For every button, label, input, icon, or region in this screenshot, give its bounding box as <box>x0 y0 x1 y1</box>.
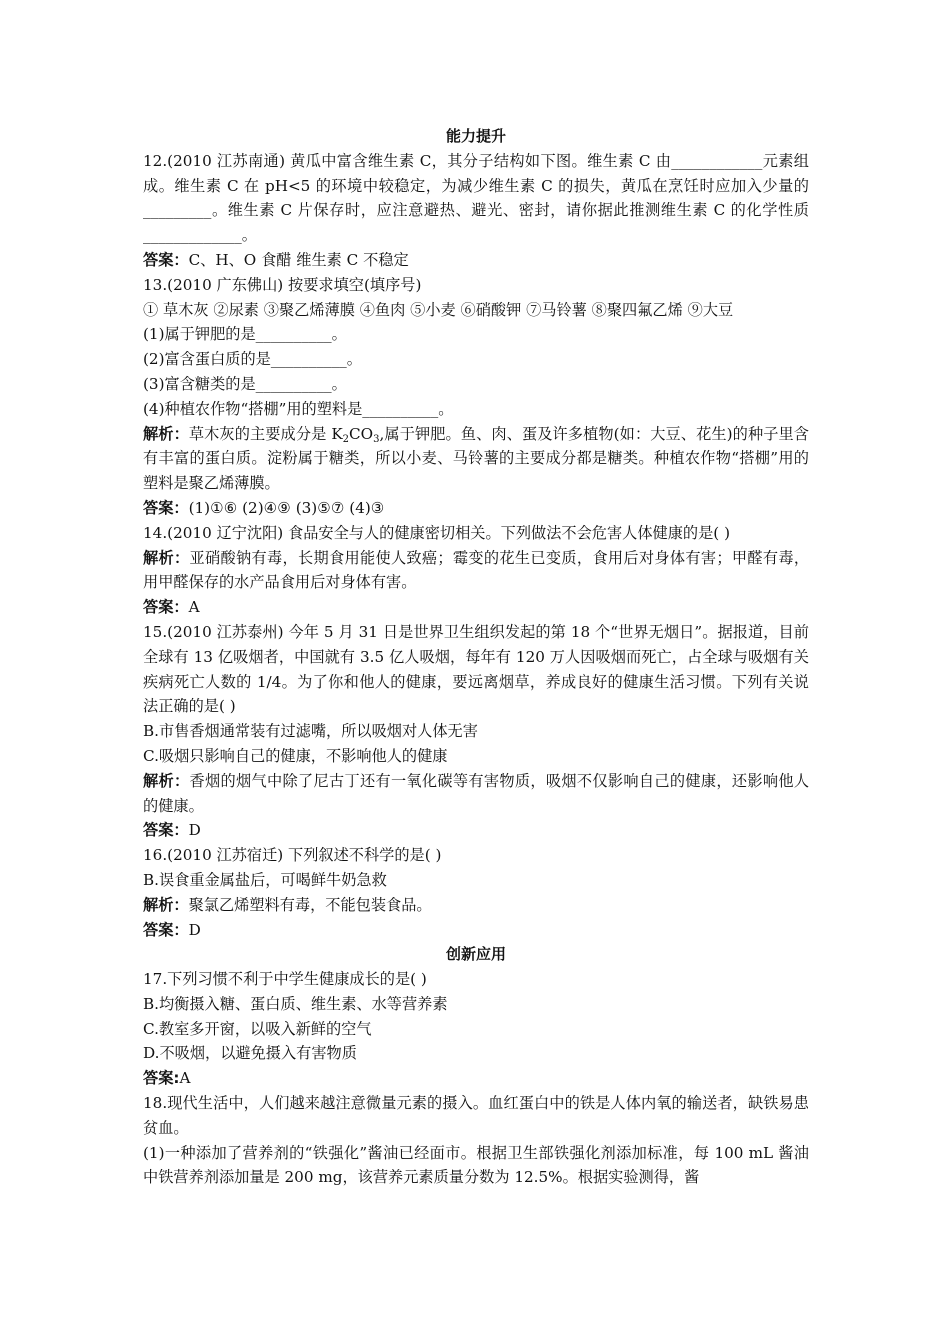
document-body <box>143 124 809 1190</box>
q15-answer-text: D <box>188 821 201 840</box>
q13-sub4: (4)种植农作物“搭棚”用的塑料是__________。 <box>143 399 454 418</box>
q13-sub1: (1)属于钾肥的是__________。 <box>143 325 347 344</box>
q13-title: 13.(2010 广东佛山) 按要求填空(填序号) <box>143 275 422 294</box>
q14-answer <box>143 595 809 620</box>
q17-title: 17.下列习惯不利于中学生健康成长的是( ) <box>143 970 427 989</box>
section-heading-ability: 能力提升 <box>445 127 506 145</box>
analysis-label: 解析： <box>143 895 189 914</box>
q13-answer-text: (1)①⑥ (2)④⑨ (3)⑤⑦ (4)③ <box>188 498 385 517</box>
analysis-label: 解析： <box>143 548 190 567</box>
q16-answer <box>143 918 809 943</box>
q13-sub3: (3)富含糖类的是__________。 <box>143 374 347 393</box>
answer-label: 答案： <box>143 598 189 617</box>
q12-answer <box>143 248 809 273</box>
q16-option-b: B.误食重金属盐后，可喝鲜牛奶急救 <box>143 870 387 889</box>
q14-title: 14.(2010 辽宁沈阳) 食品安全与人的健康密切相关。下列做法不会危害人体健康的是( ) <box>143 523 730 542</box>
q15-option-c: C.吸烟只影响自己的健康，不影响他人的健康 <box>143 746 448 765</box>
q16-title: 16.(2010 江苏宿迁) 下列叙述不科学的是( ) <box>143 846 442 865</box>
analysis-label: 解析： <box>143 424 189 443</box>
q17-option-c: C.教室多开窗，以吸入新鲜的空气 <box>143 1019 372 1038</box>
q13-items: ① 草木灰 ②尿素 ③聚乙烯薄膜 ④鱼肉 ⑤小麦 ⑥硝酸钾 ⑦马铃薯 ⑧聚四氟乙烯 ⑨大豆 <box>143 300 734 319</box>
q16-analysis: 解析：聚氯乙烯塑料有毒，不能包装食品。 <box>143 895 432 914</box>
q17-answer <box>143 1066 809 1091</box>
section-heading-innovation: 创新应用 <box>445 945 506 964</box>
answer-label: 答案: <box>143 1069 180 1088</box>
q13-analysis: 解析：草木灰的主要成分是 $K_2CO_3$,属于钾肥。鱼、肉、蛋及许多植物(如：大豆、花生)的种子里含有丰富的蛋白质。淀粉属于糖类，所以小麦、马铃薯的主要成分都是糖类。种植农作物“搭棚”用的塑料是聚乙烯薄膜。 <box>143 424 809 493</box>
answer-label: 答案： <box>143 821 189 840</box>
q15-analysis: 解析：香烟的烟气中除了尼古丁还有一氧化碳等有害物质，吸烟不仅影响自己的健康，还影响他人的健康。 <box>143 771 810 815</box>
q15-title: 15.(2010 江苏泰州) 今年 5 月 31 日是世界卫生组织发起的第 18 个“世界无烟日”。据报道，目前全球有 13 亿吸烟者，中国就有 3.5 亿人吸烟，每年有 120 万人因吸烟而死亡，占全球与吸烟有关疾病死亡人数的 1/4。为了你和他人的健康，要远离烟草，养成良好的健康生活习惯。下列有关说法正确的是( ) <box>143 622 809 716</box>
q14-analysis: 解析：亚硝酸钠有毒，长期食用能使人致癌；霉变的花生已变质，食用后对身体有害；甲醛有毒，用甲醛保存的水产品食用后对身体有害。 <box>143 548 810 592</box>
q15-option-b: B.市售香烟通常装有过滤嘴，所以吸烟对人体无害 <box>143 722 478 741</box>
answer-label: 答案： <box>143 498 189 517</box>
q17-option-b: B.均衡摄入糖、蛋白质、维生素、水等营养素 <box>143 994 448 1013</box>
q16-answer-text: D <box>188 920 201 939</box>
answer-label: 答案： <box>143 920 189 939</box>
q13-answer <box>143 496 809 521</box>
q18-title: 18.现代生活中，人们越来越注意微量元素的摄入。血红蛋白中的铁是人体内氧的输送者，缺铁易患贫血。 <box>143 1094 809 1137</box>
q17-answer-text: A <box>179 1069 191 1088</box>
answer-label: 答案： <box>143 250 189 269</box>
q12-text: 12.(2010 江苏南通) 黄瓜中富含维生素 C，其分子结构如下图。维生素 C 由____________元素组成。维生素 C 在 pH<5 的环境中较稳定，为减少维生素 C 的损失，黄瓜在烹饪时应加入少量的_________。维生素 C 片保存时，应注意避热、避光、密封，请你据此推测维生素 C 的化学性质_____________。 <box>143 151 809 245</box>
analysis-label: 解析： <box>143 771 190 790</box>
q12-answer-text: C、H、O 食醋 维生素 C 不稳定 <box>188 250 409 269</box>
q18-sub1: (1)一种添加了营养剂的“铁强化”酱油已经面市。根据卫生部铁强化剂添加标准，每 100 mL 酱油中铁营养剂添加量是 200 mg，该营养元素质量分数为 12.5%。根据实验测得，酱 <box>143 1143 809 1187</box>
q17-option-d: D.不吸烟，以避免摄入有害物质 <box>143 1044 357 1063</box>
q14-answer-text: A <box>188 598 200 617</box>
q15-answer <box>143 818 809 843</box>
q13-sub2: (2)富含蛋白质的是__________。 <box>143 350 362 369</box>
